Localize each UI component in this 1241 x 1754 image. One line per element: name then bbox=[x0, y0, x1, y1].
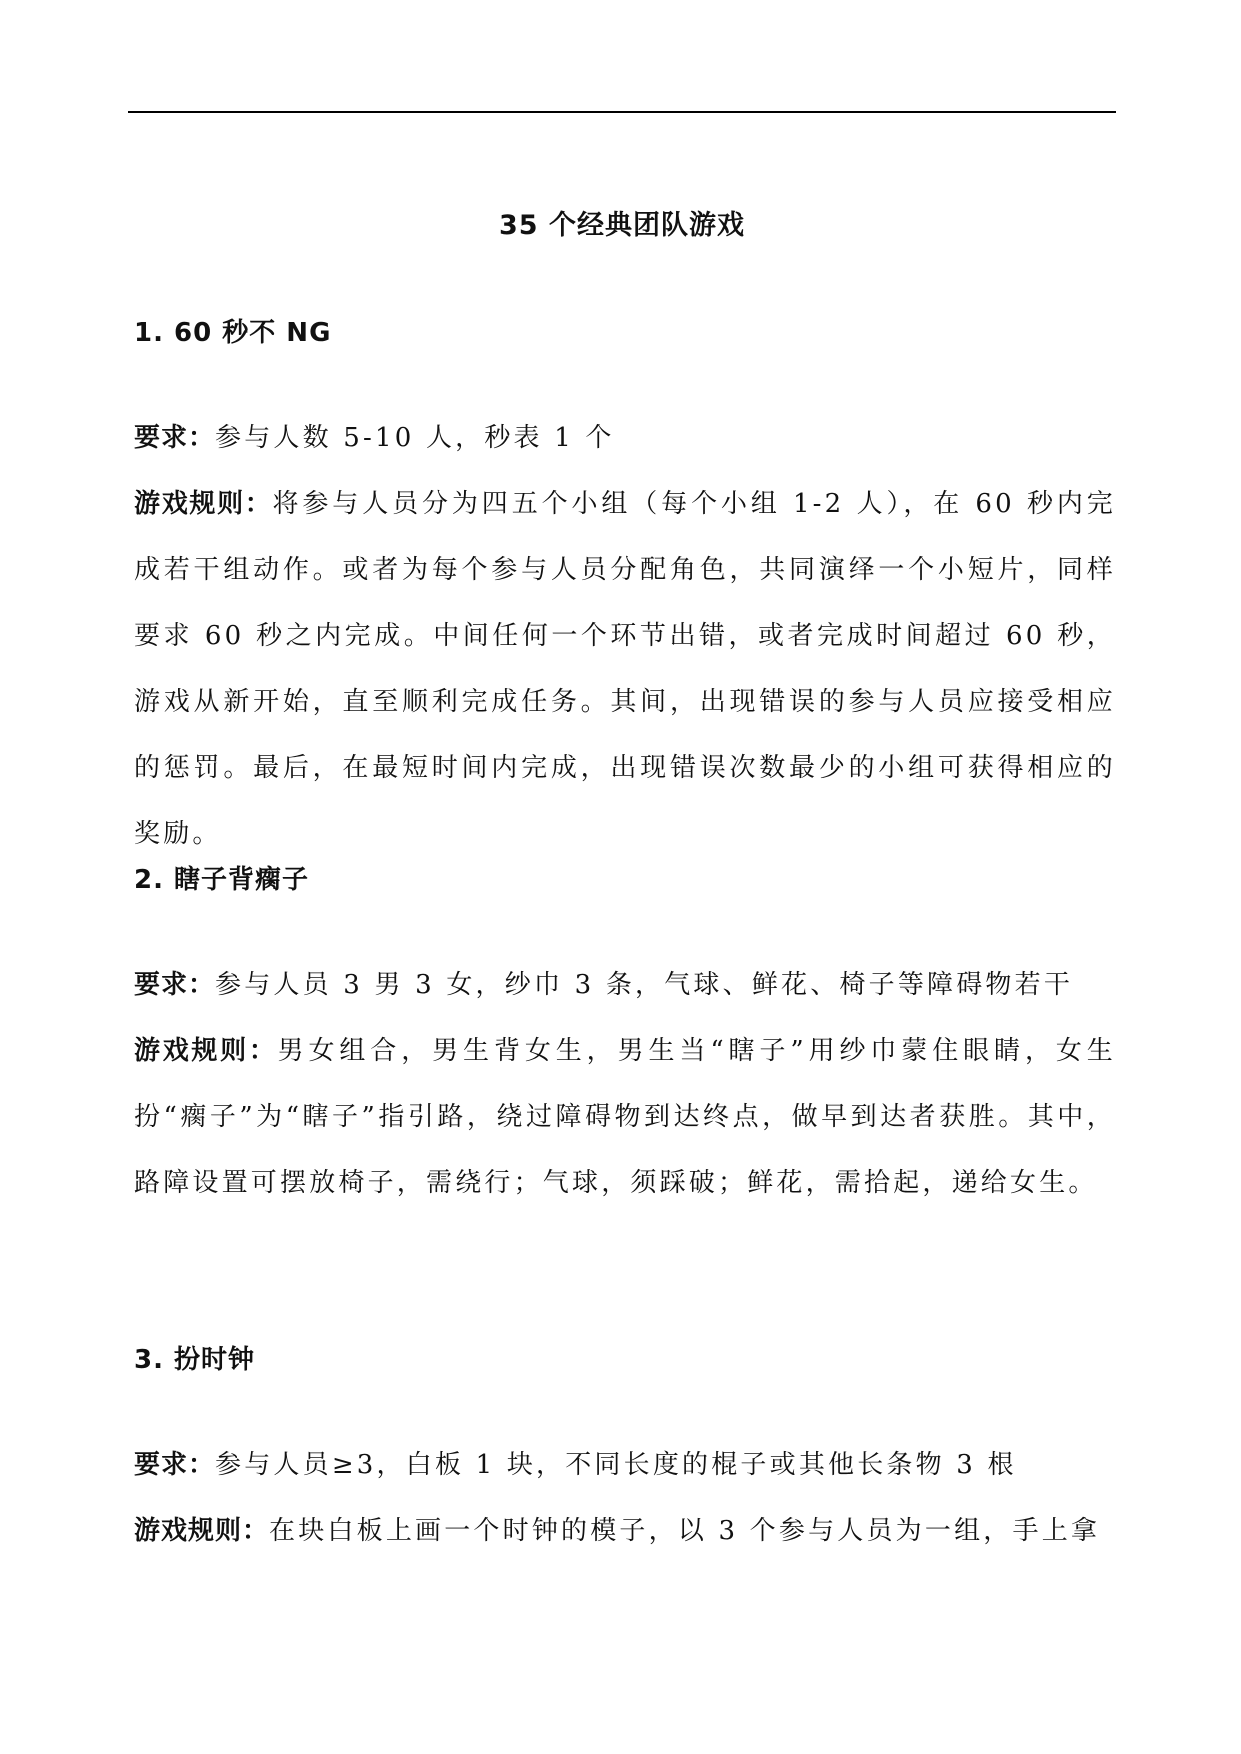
section-1-rules bbox=[134, 471, 1116, 867]
rules-label: 游戏规则： bbox=[134, 1516, 270, 1546]
requirement-text: 参与人员 3 男 3 女，纱巾 3 条，气球、鲜花、椅子等障碍物若干 bbox=[215, 970, 1074, 1000]
section-heading-2: 2. 瞎子背瘸子 bbox=[134, 865, 310, 895]
requirement-label: 要求： bbox=[134, 423, 216, 453]
section-2-requirement bbox=[134, 952, 1116, 1018]
requirement-label: 要求： bbox=[134, 970, 216, 1000]
section-heading-3: 3. 扮时钟 bbox=[134, 1345, 256, 1375]
header-rule bbox=[128, 111, 1116, 113]
requirement-label: 要求： bbox=[134, 1450, 216, 1480]
section-2-rules bbox=[134, 1018, 1116, 1216]
requirement-text: 参与人员≥3，白板 1 块，不同长度的棍子或其他长条物 3 根 bbox=[215, 1450, 1017, 1480]
rules-text: 将参与人员分为四五个小组（每个小组 1-2 人），在 60 秒内完成若干组动作。或者为每个参与人员分配角色，共同演绎一个小短片，同样要求 60 秒之内完成。中间任何一个环节出错，或者完成时间超过 60 秒，游戏从新开始，直至顺利完成任务。其间，出现错误的参与人员应接受相应的惩罚。最后，在最短时间内完成，出现错误次数最少的小组可获得相应的奖励。 bbox=[134, 489, 1116, 849]
rules-text: 男女组合，男生背女生，男生当“瞎子”用纱巾蒙住眼睛，女生扮“瘸子”为“瞎子”指引路，绕过障碍物到达终点，做早到达者获胜。其中，路障设置可摆放椅子，需绕行；气球，须踩破；鲜花，需拾起，递给女生。 bbox=[134, 1036, 1116, 1198]
rules-text: 在块白板上画一个时钟的模子，以 3 个参与人员为一组，手上拿 bbox=[269, 1516, 1101, 1546]
section-3-rules bbox=[134, 1498, 1116, 1564]
requirement-text: 参与人数 5-10 人，秒表 1 个 bbox=[215, 423, 615, 453]
section-1-requirement bbox=[134, 405, 1116, 471]
document-title: 35 个经典团队游戏 bbox=[499, 210, 745, 241]
section-3-requirement bbox=[134, 1432, 1116, 1498]
rules-label: 游戏规则： bbox=[134, 1036, 278, 1066]
rules-label: 游戏规则： bbox=[134, 489, 273, 519]
section-heading-1: 1. 60 秒不 NG bbox=[134, 318, 332, 348]
